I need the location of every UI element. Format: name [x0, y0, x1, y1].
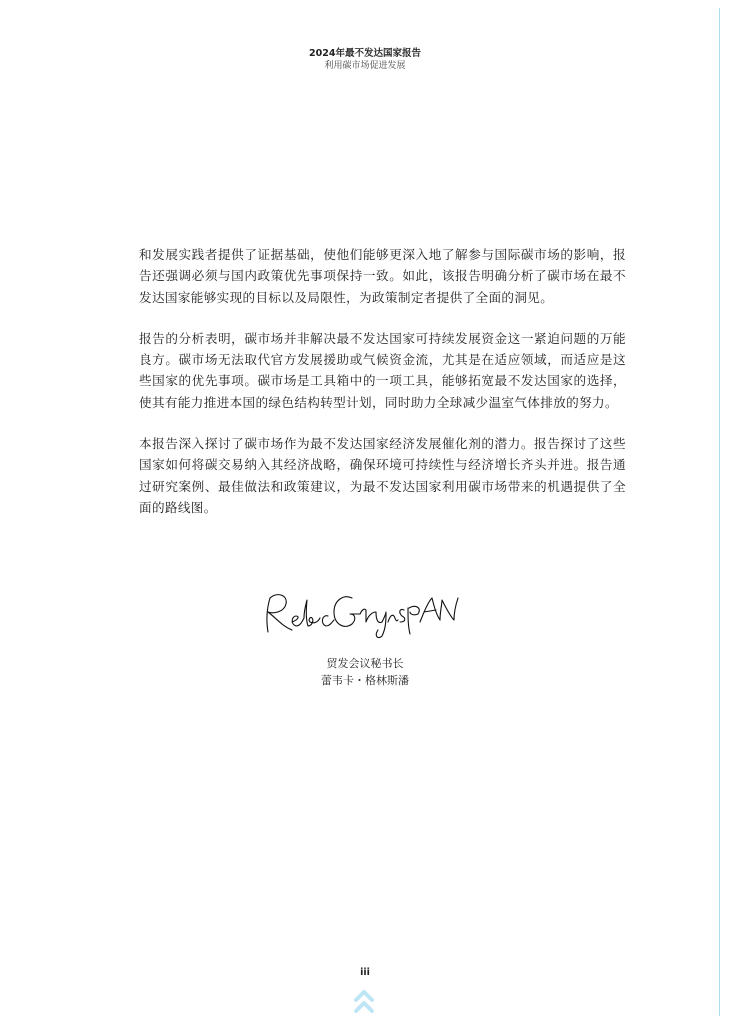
- paragraph: 本报告深入探讨了碳市场作为最不发达国家经济发展催化剂的潜力。报告探讨了这些国家如何将碳交易纳入其经济战略，确保环境可持续性与经济增长齐头并进。报告通过研究案例、最佳做法和政策建议，为最不发达国家利用碳市场带来的机遇提供了全面的路线图。: [139, 436, 626, 515]
- page-edge-rule: [719, 8, 720, 1016]
- paragraph: 和发展实践者提供了证据基础，使他们能够更深入地了解参与国际碳市场的影响，报告还强调必须与国内政策优先事项保持一致。如此，该报告明确分析了碳市场在最不发达国家能够实现的目标以及局限性，为政策制定者提供了全面的洞见。: [139, 247, 626, 305]
- signatory: [0, 655, 730, 689]
- page-number: iii: [360, 967, 370, 978]
- paragraph: 报告的分析表明，碳市场并非解决最不发达国家可持续发展资金这一紧迫问题的万能良方。碳市场无法取代官方发展援助或气候资金流，尤其是在适应领域，而适应是这些国家的优先事项。碳市场是工具箱中的一项工具，能够拓宽最不发达国家的选择，使其有能力推进本国的绿色结构转型计划，同时助力全球减少温室气体排放的努力。: [139, 330, 626, 410]
- foreword-body: [139, 244, 626, 538]
- signatory-name: 蕾韦卡・格林斯潘: [321, 674, 409, 687]
- report-subtitle: 利用碳市场促进发展: [324, 61, 406, 71]
- handwritten-signature: [252, 586, 467, 642]
- running-header: [0, 47, 730, 73]
- double-chevron-up-icon[interactable]: [353, 986, 375, 1016]
- report-title: 2024年最不发达国家报告: [309, 48, 421, 59]
- signatory-role: 贸发会议秘书长: [326, 657, 404, 670]
